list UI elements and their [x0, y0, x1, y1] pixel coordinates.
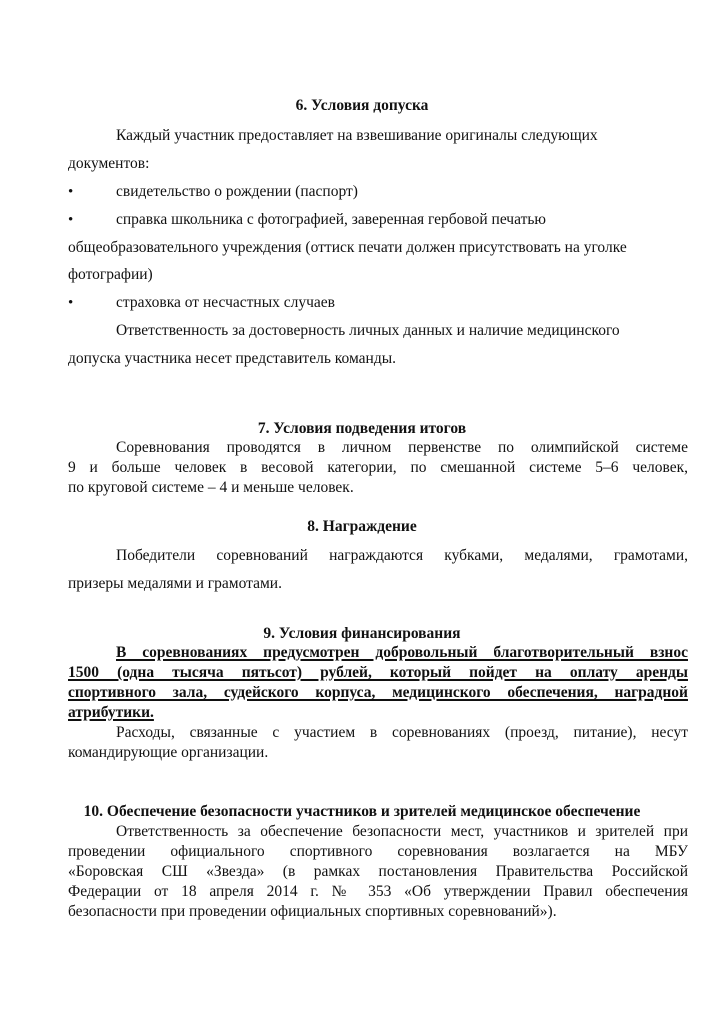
section-7-paragraph-line-3: по круговой системе – 4 и меньше человек.: [68, 479, 354, 496]
section-6-intro-line-1: Каждый участник предоставляет на взвешивание оригиналы следующих: [116, 127, 598, 144]
section-6-intro-line-2: документов:: [68, 155, 150, 172]
bullet-item-insurance: страховка от несчастных случаев: [116, 294, 335, 311]
section-7-paragraph-line-1: Соревнования проводятся в личном первенстве по олимпийской системе: [116, 439, 688, 456]
section-9-title: 9. Условия финансирования: [263, 625, 461, 642]
section-10-title: 10. Обеспечение безопасности участников и зрителей медицинское обеспечение: [83, 803, 641, 820]
bullet-marker: •: [68, 295, 74, 311]
bullet-marker: •: [68, 212, 74, 228]
section-9-expenses-line-2: командирующие организации.: [68, 744, 269, 761]
section-6-title: 6. Условия допуска: [295, 97, 429, 114]
section-10-paragraph-line-1: Ответственность за обеспечение безопасности мест, участников и зрителей при: [116, 823, 688, 840]
section-10-paragraph-line-4: Федерации от 18 апреля 2014 г. № 353 «Об утверждении Правил обеспечения: [68, 883, 688, 900]
section-7-paragraph-line-2: 9 и больше человек в весовой категории, по смешанной системе 5–6 человек,: [68, 459, 688, 476]
bullet-item-school-certificate-line-1: справка школьника с фотографией, заверенная гербовой печатью: [116, 211, 547, 228]
bullet-item-birth-certificate: свидетельство о рождении (паспорт): [116, 183, 358, 200]
section-8-title: 8. Награждение: [307, 518, 417, 535]
section-7-title: 7. Условия подведения итогов: [257, 420, 467, 437]
section-6-responsibility-line-1: Ответственность за достоверность личных данных и наличие медицинского: [116, 322, 620, 339]
section-9-fee-line-2: 1500 (одна тысяча пятьсот) рублей, который пойдет на оплату аренды: [68, 664, 688, 681]
section-9-fee-line-1: В соревнованиях предусмотрен добровольный благотворительный взнос: [116, 644, 688, 661]
bullet-marker: •: [68, 184, 74, 200]
section-6-responsibility-line-2: допуска участника несет представитель команды.: [68, 350, 397, 367]
section-9-fee-line-4: атрибутики.: [68, 704, 154, 721]
section-9-fee-line-3: спортивного зала, судейского корпуса, медицинского обеспечения, наградной: [68, 684, 688, 701]
bullet-item-school-certificate-line-3: фотографии): [68, 266, 153, 283]
section-8-paragraph-line-2: призеры медалями и грамотами.: [68, 575, 282, 592]
section-10-paragraph-line-5: безопасности при проведении официальных спортивных соревнований»).: [68, 903, 557, 920]
section-10-paragraph-line-2: проведении официального спортивного соревнования возлагается на МБУ: [68, 843, 688, 860]
bullet-item-school-certificate-line-2: общеобразовательного учреждения (оттиск печати должен присутствовать на уголке: [68, 239, 627, 256]
section-9-expenses-line-1: Расходы, связанные с участием в соревнованиях (проезд, питание), несут: [116, 724, 688, 741]
section-10-paragraph-line-3: «Боровская СШ «Звезда» (в рамках постановления Правительства Российской: [68, 863, 688, 880]
section-8-paragraph-line-1: Победители соревнований награждаются кубками, медалями, грамотами,: [116, 547, 688, 564]
